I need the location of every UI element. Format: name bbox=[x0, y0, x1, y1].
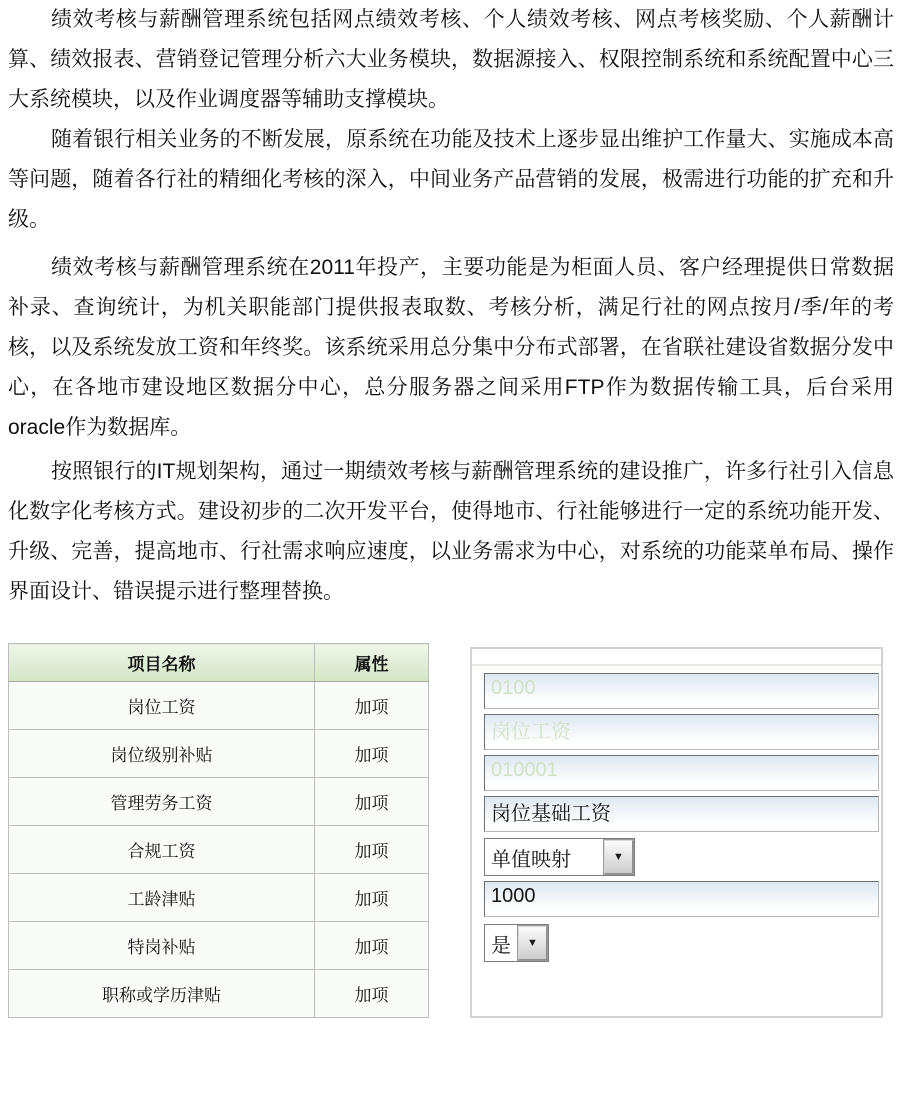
mapping-type-select[interactable] bbox=[484, 838, 635, 876]
table-header-row bbox=[9, 644, 429, 682]
header-item-name: 项目名称 bbox=[9, 644, 315, 682]
table-row bbox=[9, 682, 429, 730]
enabled-flag-select[interactable] bbox=[484, 924, 549, 962]
table-cell-attr: 加项 bbox=[315, 826, 429, 874]
table-cell-attr: 加项 bbox=[315, 970, 429, 1018]
table-row bbox=[9, 922, 429, 970]
table-cell-item: 岗位工资 bbox=[9, 682, 315, 730]
table-row bbox=[9, 826, 429, 874]
mapping-type-value: 单值映射 bbox=[491, 848, 571, 871]
table-cell-item: 职称或学历津贴 bbox=[9, 970, 315, 1018]
table-row bbox=[9, 874, 429, 922]
panel-body bbox=[472, 666, 881, 967]
table-row bbox=[9, 730, 429, 778]
field-config-panel bbox=[470, 647, 883, 1018]
paragraph-it-plan: 按照银行的IT规划架构，通过一期绩效考核与薪酬管理系统的建设推广，许多行社引入信息化数字化考核方式。建设初步的二次开发平台，使得地市、行社能够进行一定的系统功能开发、升级、完善，提高地市、行社需求响应速度，以业务需求为中心，对系统的功能菜单布局、操作界面设计、错误提示进行整理替换。 bbox=[8, 460, 894, 603]
item-name-input bbox=[484, 714, 879, 750]
dropdown-button[interactable] bbox=[603, 839, 634, 875]
table-cell-attr: 加项 bbox=[315, 778, 429, 826]
enabled-flag-value: 是 bbox=[491, 934, 511, 957]
dropdown-button[interactable] bbox=[517, 925, 548, 961]
table-cell-attr: 加项 bbox=[315, 730, 429, 778]
org-code-input bbox=[484, 673, 879, 709]
table-cell-item: 合规工资 bbox=[9, 826, 315, 874]
table-cell-item: 管理劳务工资 bbox=[9, 778, 315, 826]
item-display-name-input[interactable] bbox=[484, 796, 879, 832]
paragraph-modules: 绩效考核与薪酬管理系统包括网点绩效考核、个人绩效考核、网点考核奖励、个人薪酬计算、绩效报表、营销登记管理分析六大业务模块，数据源接入、权限控制系统和系统配置中心三大系统模块，以及作业调度器等辅助支撑模块。 bbox=[8, 8, 894, 111]
document-body bbox=[8, 0, 894, 612]
table-cell-item: 特岗补贴 bbox=[9, 922, 315, 970]
chevron-down-icon: ▼ bbox=[613, 851, 624, 863]
default-value-input[interactable] bbox=[484, 881, 879, 917]
table-cell-item: 岗位级别补贴 bbox=[9, 730, 315, 778]
panel-header-strip bbox=[472, 649, 881, 666]
table-cell-attr: 加项 bbox=[315, 682, 429, 730]
chevron-down-icon: ▼ bbox=[527, 937, 538, 949]
table-cell-item: 工龄津贴 bbox=[9, 874, 315, 922]
table-cell-attr: 加项 bbox=[315, 874, 429, 922]
header-attribute: 属性 bbox=[315, 644, 429, 682]
paragraph-background: 随着银行相关业务的不断发展，原系统在功能及技术上逐步显出维护工作量大、实施成本高等问题，随着各行社的精细化考核的深入，中间业务产品营销的发展，极需进行功能的扩充和升级。 bbox=[8, 128, 894, 231]
item-code-input bbox=[484, 755, 879, 791]
table-row bbox=[9, 778, 429, 826]
table-row bbox=[9, 970, 429, 1018]
paragraph-system-history: 绩效考核与薪酬管理系统在2011年投产，主要功能是为柜面人员、客户经理提供日常数据补录、查询统计，为机关职能部门提供报表取数、考核分析，满足行社的网点按月/季/年的考核，以及系统发放工资和年终奖。该系统采用总分集中分布式部署，在省联社建设省数据分发中心，在各地市建设地区数据分中心，总分服务器之间采用FTP作为数据传输工具，后台采用oracle作为数据库。 bbox=[8, 256, 894, 439]
salary-items-table bbox=[8, 643, 429, 1018]
table-cell-attr: 加项 bbox=[315, 922, 429, 970]
